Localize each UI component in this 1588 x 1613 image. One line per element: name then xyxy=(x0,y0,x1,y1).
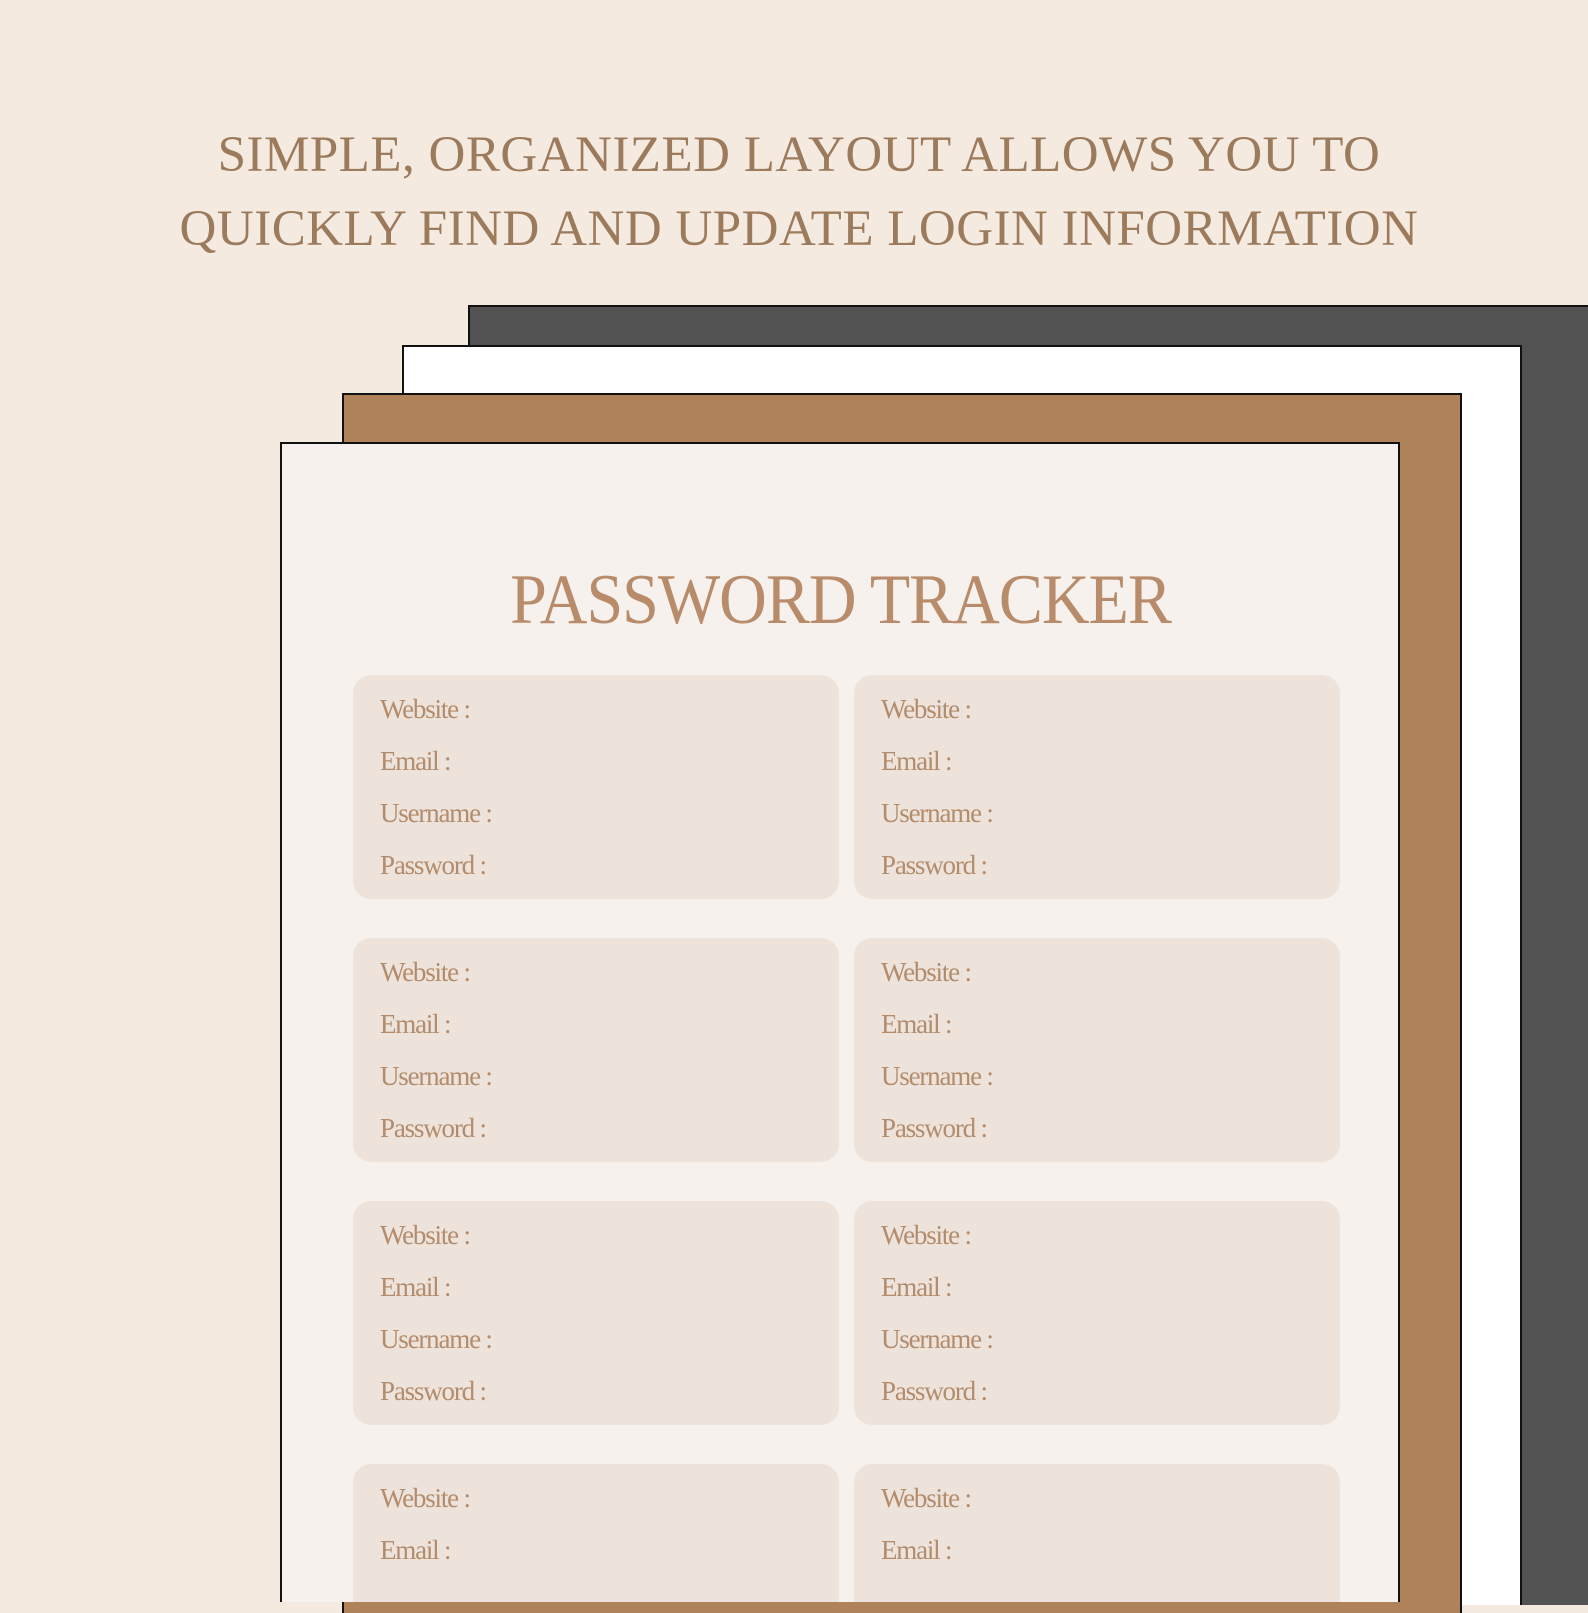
login-card xyxy=(854,1201,1340,1425)
password-tracker-page xyxy=(280,442,1400,1602)
email-label: Email : xyxy=(380,746,451,776)
email-label: Email : xyxy=(881,1272,952,1302)
website-label: Website : xyxy=(380,694,470,724)
password-label: Password : xyxy=(881,850,987,880)
email-label: Email : xyxy=(881,1535,952,1565)
website-label: Website : xyxy=(380,1483,470,1513)
headline-line-2: QUICKLY FIND AND UPDATE LOGIN INFORMATION xyxy=(179,201,1419,257)
login-card xyxy=(353,1464,839,1602)
headline xyxy=(0,118,1588,266)
website-label: Website : xyxy=(380,957,470,987)
headline-line-1: SIMPLE, ORGANIZED LAYOUT ALLOWS YOU TO xyxy=(217,127,1381,183)
email-label: Email : xyxy=(380,1535,451,1565)
username-label: Username : xyxy=(380,1061,492,1091)
login-card xyxy=(353,1201,839,1425)
email-label: Email : xyxy=(380,1272,451,1302)
username-label: Username : xyxy=(380,798,492,828)
username-label: Username : xyxy=(380,1324,492,1354)
password-label: Password : xyxy=(380,850,486,880)
website-label: Website : xyxy=(881,1220,971,1250)
password-label: Password : xyxy=(881,1376,987,1406)
email-label: Email : xyxy=(881,1009,952,1039)
password-label: Password : xyxy=(380,1376,486,1406)
username-label: Username : xyxy=(881,798,993,828)
email-label: Email : xyxy=(380,1009,451,1039)
login-card xyxy=(353,675,839,899)
password-label: Password : xyxy=(380,1113,486,1143)
website-label: Website : xyxy=(881,694,971,724)
page-title: PASSWORD TRACKER xyxy=(510,560,1171,640)
website-label: Website : xyxy=(380,1220,470,1250)
username-label: Username : xyxy=(881,1061,993,1091)
password-label: Password : xyxy=(881,1113,987,1143)
website-label: Website : xyxy=(881,957,971,987)
login-card xyxy=(353,938,839,1162)
login-card xyxy=(854,1464,1340,1602)
login-card xyxy=(854,675,1340,899)
login-card xyxy=(854,938,1340,1162)
username-label: Username : xyxy=(881,1324,993,1354)
email-label: Email : xyxy=(881,746,952,776)
card-grid xyxy=(353,675,1340,1602)
website-label: Website : xyxy=(881,1483,971,1513)
